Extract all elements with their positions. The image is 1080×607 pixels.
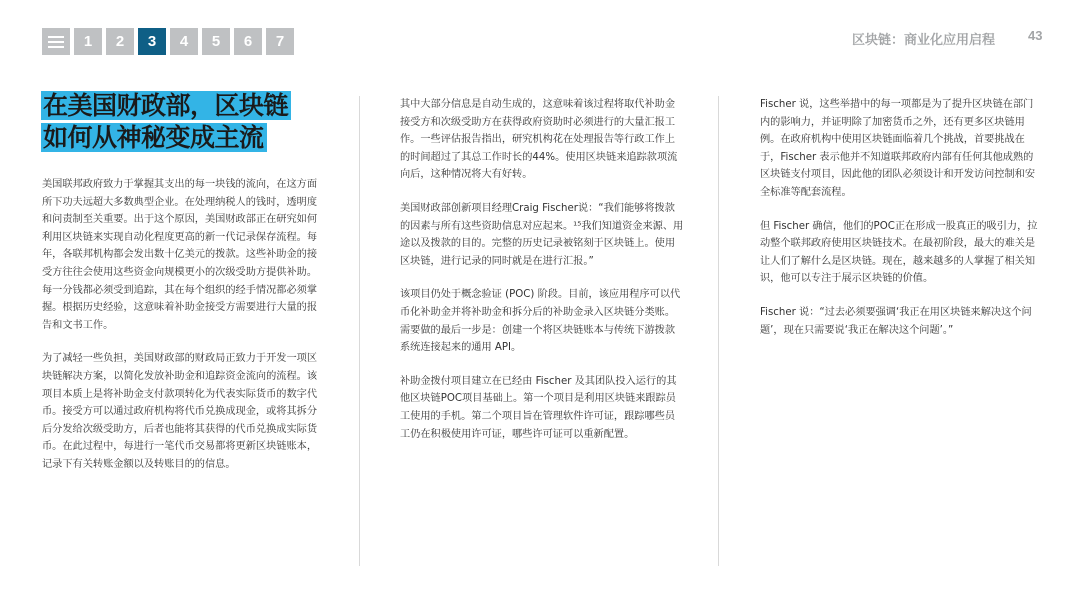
paragraph: 但 Fischer 确信，他们的POC正在形成一股真正的吸引力，拉动整个联邦政府使用区块链技术。在最初阶段，最大的难关是让人们了解什么是区块链。现在，越来越多的人掌握了相关知识，他可以专注于展示区块链的价值。 (760, 220, 1038, 285)
text-column-3 (760, 96, 1042, 355)
paragraph: Fischer 说，这些举措中的每一项都是为了提升区块链在部门内的影响力，并证明除了加密货币之外，还有更多区块链用例。在政府机构中使用区块链面临着几个挑战，首要挑战在于，Fischer 表示他并不知道联邦政府内部有任何其他成熟的区块链支付项目，因此他的团队必须设计和开发访问控制和安全标准等配套流程。 (760, 99, 1036, 198)
section-nav (42, 28, 294, 55)
column-divider (718, 96, 719, 566)
paragraph: 其中大部分信息是自动生成的，这意味着该过程将取代补助金接受方和次级受助方在获得政府资助时必须进行的大量汇报工作。一些评估报告指出，研究机构花在处理报告等行政工作上的时间超过了其总工作时长的44%。使用区块链来追踪款项流向后，这种情况将大有好转。 (400, 99, 678, 181)
nav-tab-5[interactable]: 5 (202, 28, 230, 55)
paragraph: 美国财政部创新项目经理Craig Fischer说：“我们能够将拨款的因素与所有这些资助信息对应起来。¹⁵我们知道资金来源、用途以及拨款的目的。完整的历史记录被铭刻于区块链上。使用区块链，进行记录的同时就是在进行汇报。” (400, 202, 684, 267)
running-header: 区块链：商业化应用启程 (852, 33, 996, 48)
paragraph: 为了减轻一些负担，美国财政部的财政局正致力于开发一项区块链解决方案，以简化发放补助金和追踪资金流向的流程。该项目本质上是将补助金支付款项转化为代表实际货币的数字代币。接受方可以通过政府机构将代币兑换成现金，或将其拆分后分发给次级受助方，后者也能将其获得的代币兑换成实际货币。在此过程中，每进行一笔代币交易都将更新区块链账本，记录下有关转账金额以及转账目的的信息。 (42, 353, 318, 470)
nav-tab-6[interactable]: 6 (234, 28, 262, 55)
text-column-1 (42, 176, 318, 490)
paragraph: Fischer 说：“过去必须要强调‘我正在用区块链来解决这个问题’，现在只需要说‘我正在解决这个问题’。” (760, 306, 1032, 336)
nav-tab-3[interactable]: 3 (138, 28, 166, 55)
text-column-2 (400, 96, 684, 459)
page-number: 43 (1028, 28, 1043, 43)
paragraph: 该项目仍处于概念验证 (POC) 阶段。目前，该应用程序可以代币化补助金并将补助金和拆分后的补助金录入区块链分类账。需要做的最后一步是：创建一个将区块链账本与传统下游拨款系统连接起来的通用 API。 (400, 289, 681, 354)
nav-tab-4[interactable]: 4 (170, 28, 198, 55)
nav-tab-2[interactable]: 2 (106, 28, 134, 55)
title-line-2: 如何从神秘变成主流 (41, 123, 267, 152)
column-divider (359, 96, 360, 566)
article-title (41, 90, 331, 154)
paragraph: 补助金拨付项目建立在已经由 Fischer 及其团队投入运行的其他区块链POC项目基础上。第一个项目是利用区块链来跟踪员工使用的手机。第二个项目旨在管理软件许可证，跟踪哪些员工仍在积极使用许可证，哪些许可证可以重新配置。 (400, 375, 677, 440)
menu-icon[interactable] (42, 28, 70, 55)
nav-tab-1[interactable]: 1 (74, 28, 102, 55)
paragraph: 美国联邦政府致力于掌握其支出的每一块钱的流向，在这方面所下功夫远超大多数典型企业。在处理纳税人的钱时，透明度和问责制至关重要。出于这个原因，美国财政部正在研究如何利用区块链来实现自动化程度更高的新一代记录保存流程。每年，各联邦机构都会发出数十亿美元的拨款。这些补助金的接受方往往会使用这些资金向规模更小的次级受助方提供补助。每一分钱都必须受到追踪，其在每个组织的经手情况都必须掌握。根据历史经验，这意味着补助金接受方需要进行大量的报告和文书工作。 (42, 179, 318, 331)
title-line-1: 在美国财政部，区块链 (41, 91, 291, 120)
nav-tab-7[interactable]: 7 (266, 28, 294, 55)
